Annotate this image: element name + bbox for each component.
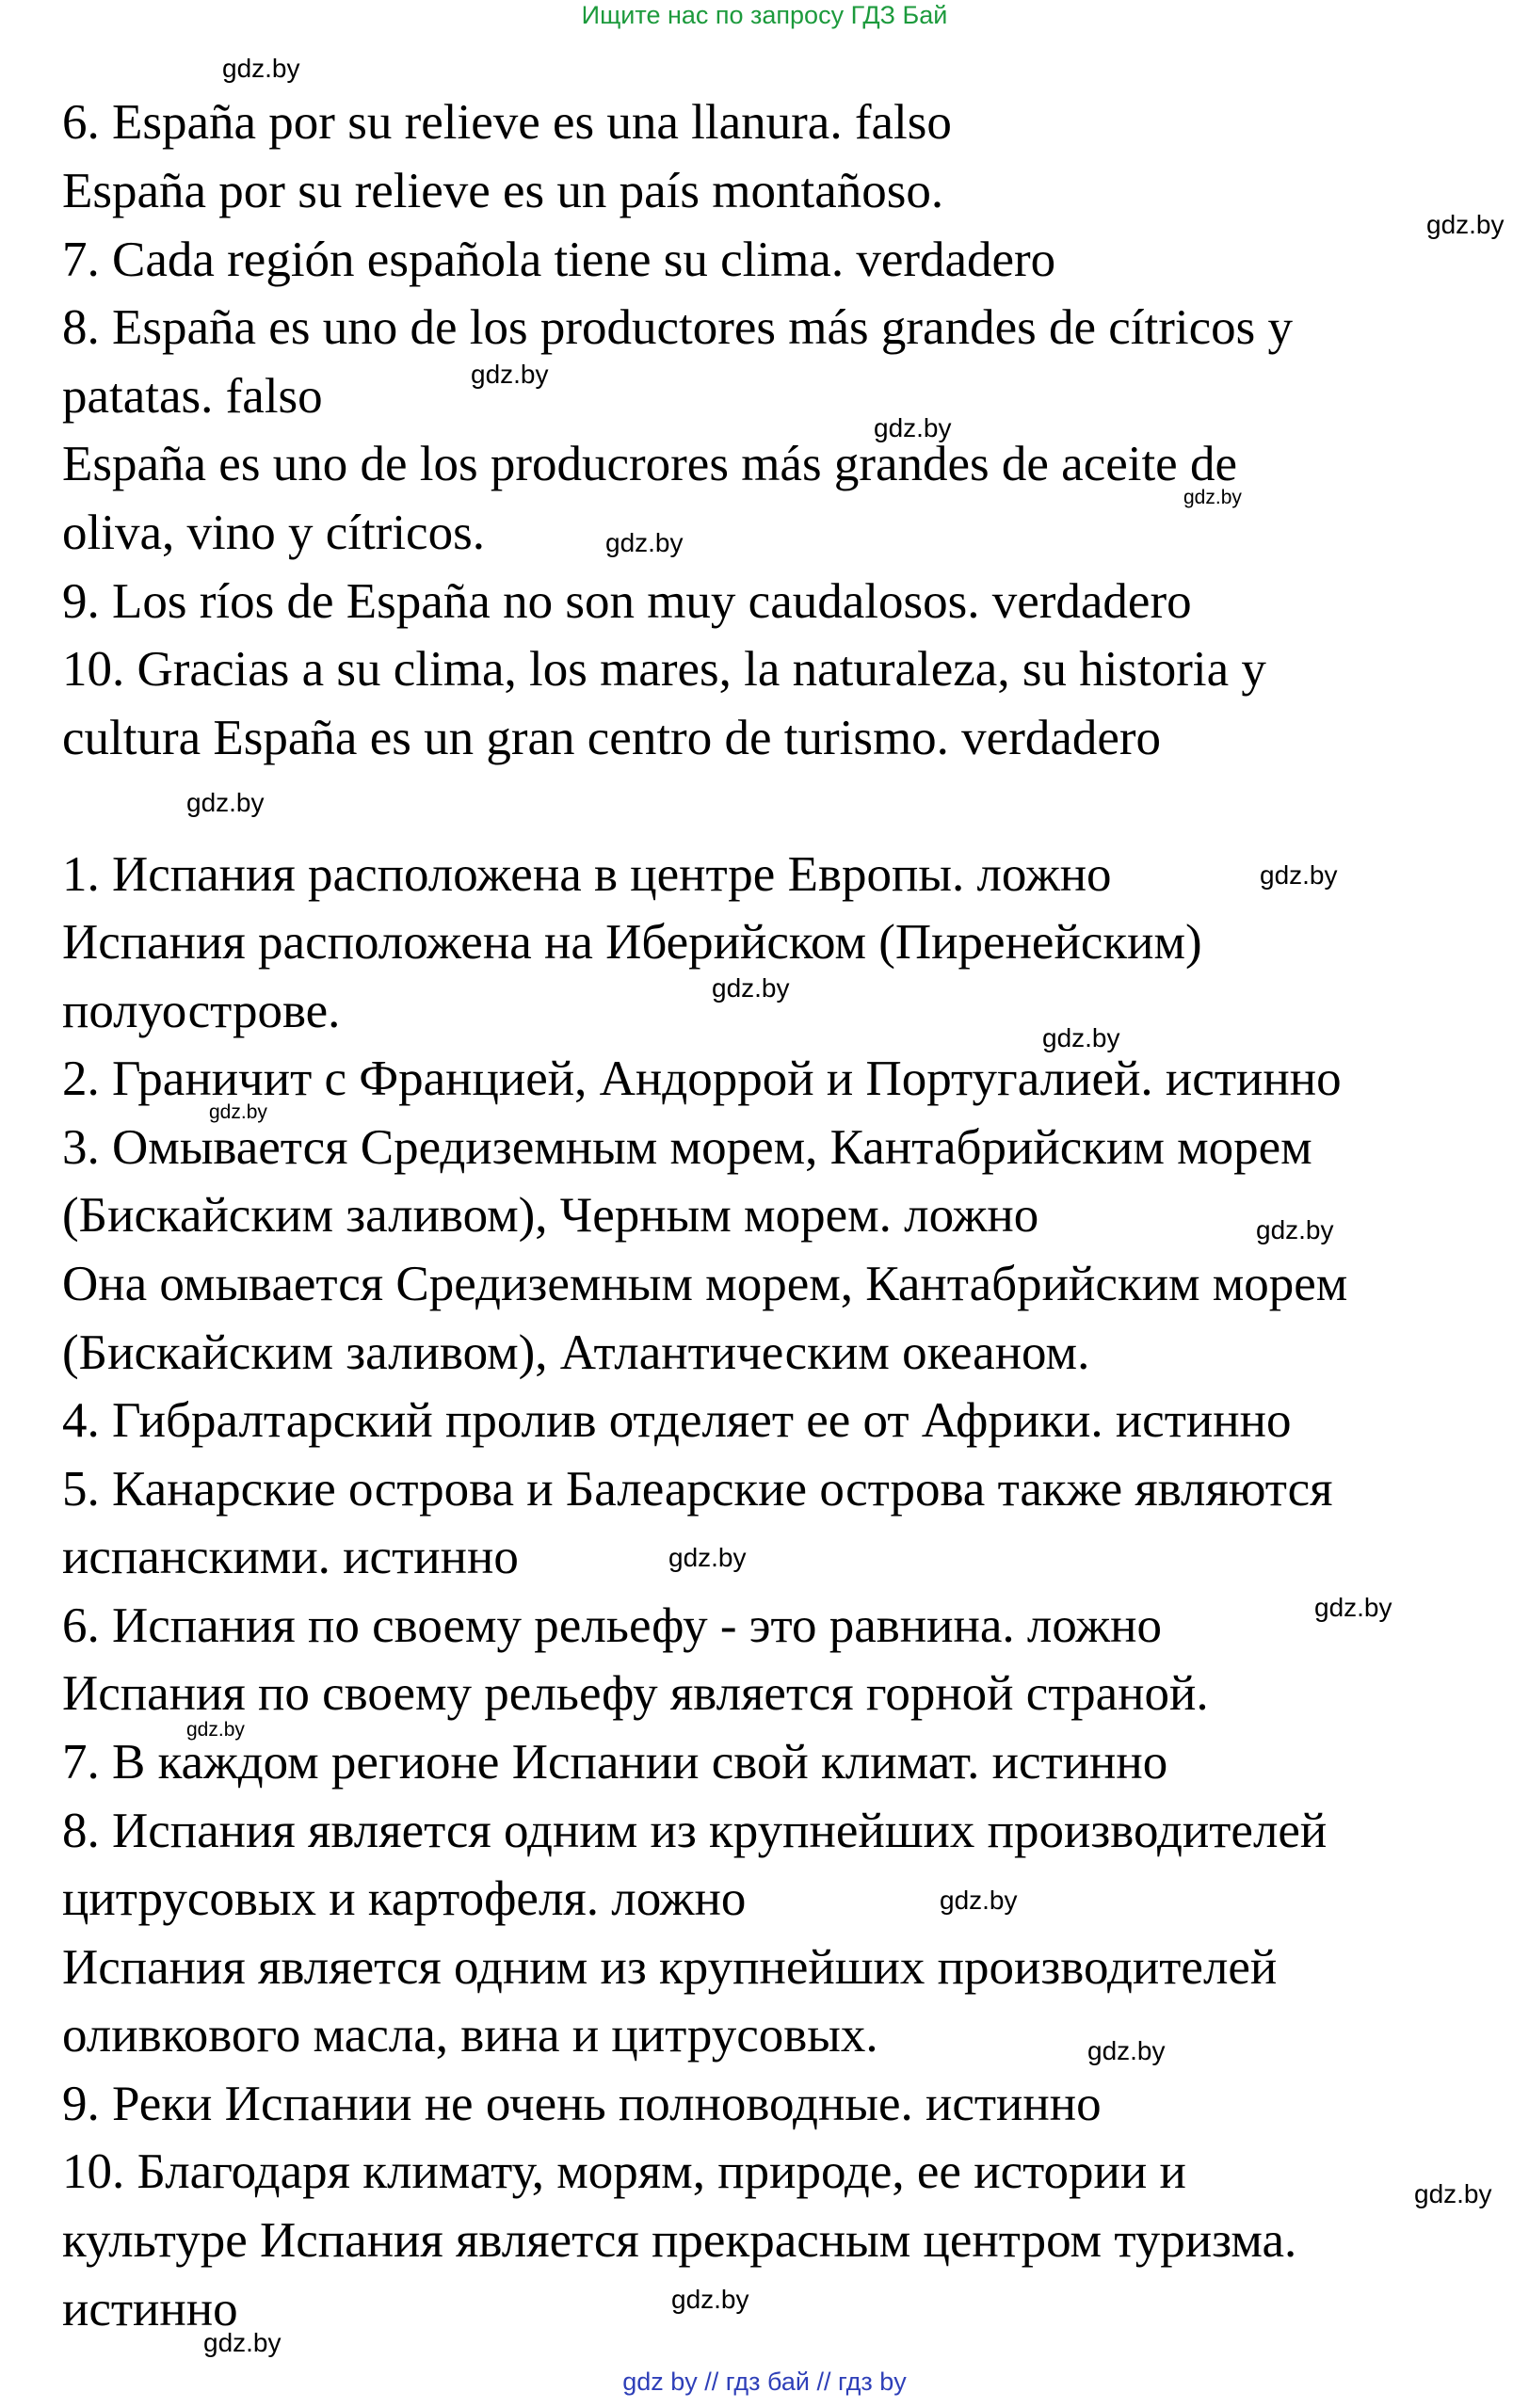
watermark: gdz.by <box>1256 1215 1334 1244</box>
watermark: gdz.by <box>203 2328 282 2357</box>
text-line: 10. Gracias a su clima, los mares, la naturaleza, su historia y <box>62 642 1266 697</box>
text-line: 6. España por su relieve es una llanura. falso <box>62 95 952 150</box>
watermark: gdz.by <box>940 1886 1018 1915</box>
watermark: gdz.by <box>186 788 265 817</box>
text-line: истинно <box>62 2282 238 2336</box>
text-line: España por su relieve es un país montañoso. <box>62 164 944 218</box>
watermark: gdz.by <box>209 1101 267 1123</box>
watermark: gdz.by <box>671 2285 749 2314</box>
watermark: gdz.by <box>668 1543 747 1572</box>
text-line: 7. Cada región española tiene su clima. verdadero <box>62 233 1056 287</box>
watermark: gdz.by <box>186 1719 245 1741</box>
watermark: gdz.by <box>1087 2036 1166 2065</box>
text-line: España es uno de los producrores más grandes de aceite de <box>62 437 1237 491</box>
header-banner: Ищите нас по запросу ГДЗ Бай <box>581 1 948 29</box>
footer-links: gdz by // гдз бай // гдз by <box>622 2368 907 2396</box>
watermark: gdz.by <box>222 54 300 83</box>
text-line: 4. Гибралтарский пролив отделяет ее от Африки. истинно <box>62 1393 1292 1448</box>
text-line: оливкового масла, вина и цитрусовых. <box>62 2008 878 2063</box>
text-line: patatas. falso <box>62 369 323 424</box>
text-line: Испания по своему рельефу является горной страной. <box>62 1666 1209 1721</box>
text-line: 5. Канарские острова и Балеарские острова также являются <box>62 1462 1333 1517</box>
watermark: gdz.by <box>1183 487 1242 508</box>
text-line: cultura España es un gran centro de turismo. verdadero <box>62 711 1162 765</box>
watermark: gdz.by <box>874 413 952 442</box>
text-line: Испания расположена на Иберийском (Пиренейским) <box>62 915 1202 970</box>
text-line: 3. Омывается Средиземным морем, Кантабрийским морем <box>62 1120 1312 1175</box>
text-line: oliva, vino y cítricos. <box>62 506 485 560</box>
text-line: 6. Испания по своему рельефу - это равнина. ложно <box>62 1598 1163 1653</box>
text-line: 7. В каждом регионе Испании свой климат. истинно <box>62 1735 1168 1790</box>
watermark: gdz.by <box>1042 1023 1120 1052</box>
text-line: цитрусовых и картофеля. ложно <box>62 1871 747 1926</box>
watermark: gdz.by <box>605 528 684 557</box>
text-line: (Бискайским заливом), Черным морем. ложно <box>62 1188 1039 1243</box>
text-line: Испания является одним из крупнейших производителей <box>62 1940 1278 1995</box>
text-line: культуре Испания является прекрасным центром туризма. <box>62 2213 1297 2268</box>
text-line: испанскими. истинно <box>62 1530 519 1584</box>
watermark: gdz.by <box>1414 2179 1492 2208</box>
text-line: (Бискайским заливом), Атлантическим океаном. <box>62 1325 1090 1380</box>
watermark: gdz.by <box>471 360 549 389</box>
text-line: 2. Граничит с Францией, Андоррой и Португалией. истинно <box>62 1051 1342 1106</box>
watermark: gdz.by <box>712 973 790 1003</box>
text-line: 9. Los ríos de España no son muy caudalosos. verdadero <box>62 574 1192 629</box>
text-line: 8. Испания является одним из крупнейших производителей <box>62 1804 1328 1858</box>
text-line: 8. España es uno de los productores más grandes de cítricos y <box>62 300 1293 355</box>
text-line: 10. Благодаря климату, морям, природе, ее истории и <box>62 2144 1186 2199</box>
watermark: gdz.by <box>1426 210 1505 239</box>
text-line: Она омывается Средиземным морем, Кантабрийским морем <box>62 1257 1348 1311</box>
watermark: gdz.by <box>1260 860 1338 890</box>
text-line: 1. Испания расположена в центре Европы. ложно <box>62 847 1112 902</box>
watermark: gdz.by <box>1314 1593 1392 1622</box>
text-line: полуострове. <box>62 984 341 1038</box>
text-line: 9. Реки Испании не очень полноводные. истинно <box>62 2077 1102 2131</box>
